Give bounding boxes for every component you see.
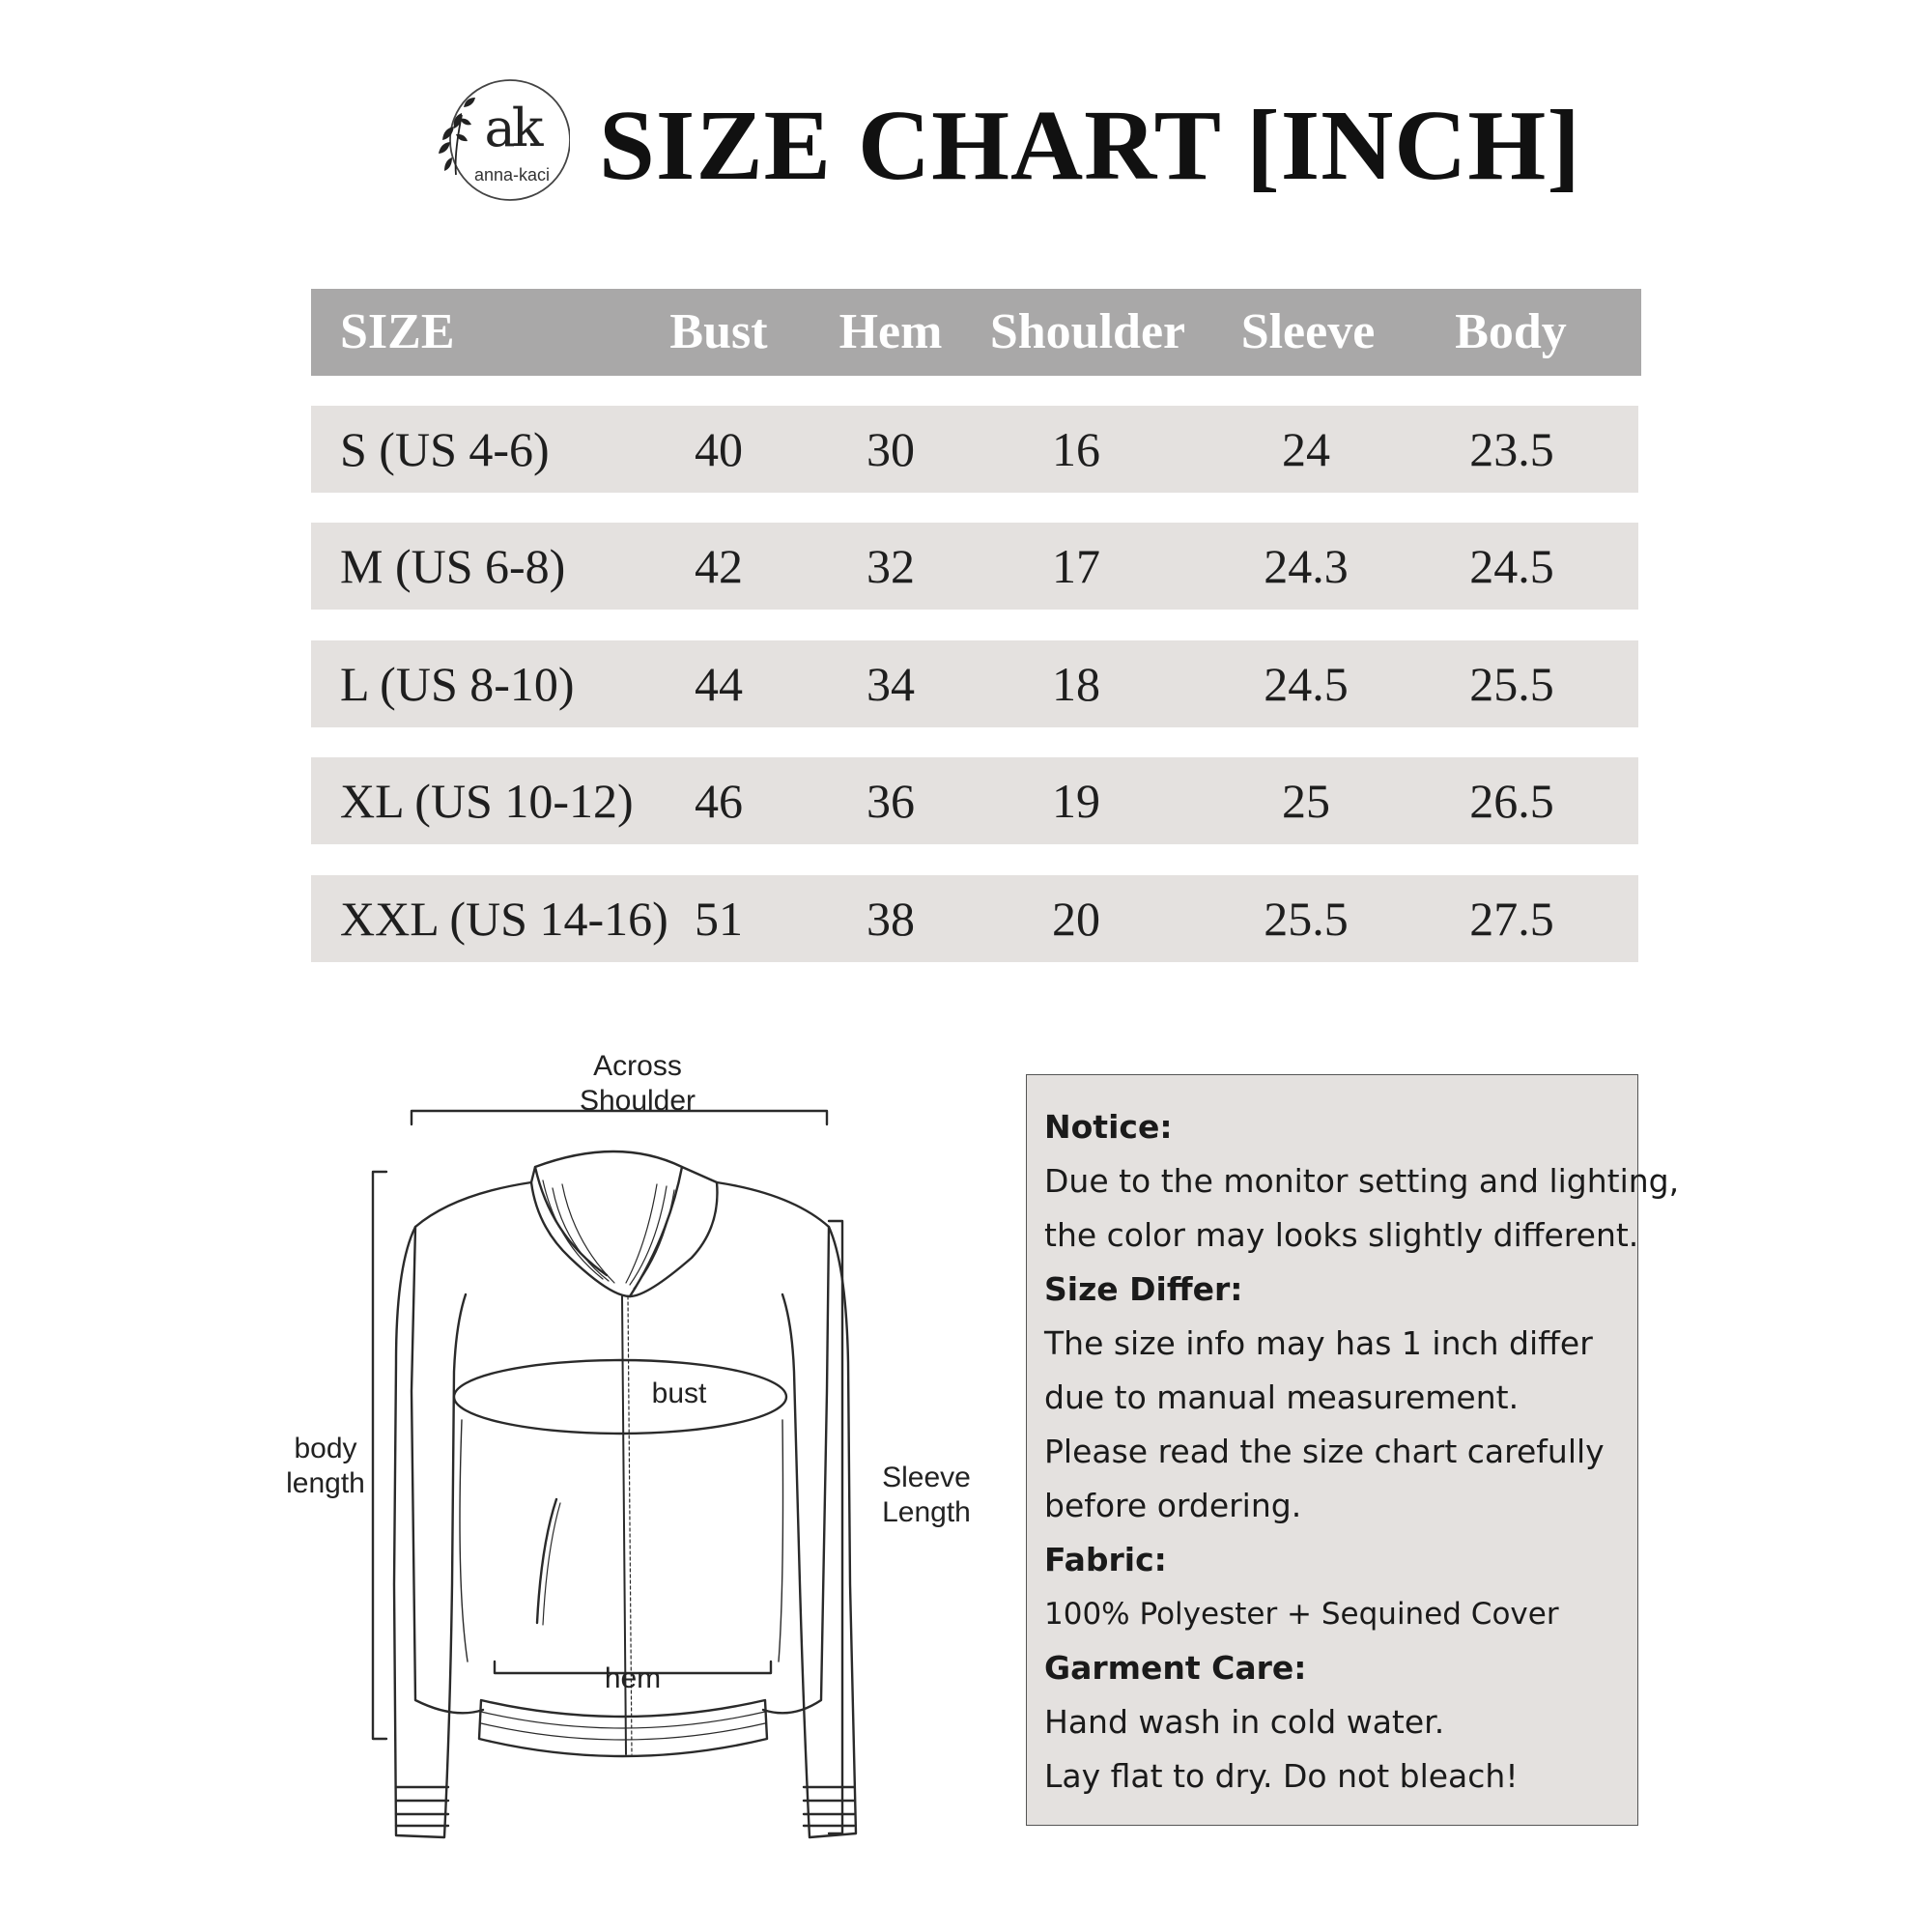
cell-bust: 44	[695, 657, 743, 711]
notice-box	[1026, 1074, 1680, 1826]
cell-body: 27.5	[1469, 892, 1554, 946]
table-row	[311, 875, 1638, 962]
cell-hem: 32	[867, 539, 915, 593]
label-across-shoulder: Across Shoulder	[579, 1050, 696, 1117]
cell-bust: 40	[695, 422, 743, 476]
size-table-header	[311, 289, 1641, 376]
label-sleeve-length: Sleeve Length	[882, 1462, 971, 1528]
brand-logo	[425, 72, 570, 217]
cell-bust: 46	[695, 774, 743, 828]
page-title: SIZE CHART [INCH]	[599, 89, 1581, 201]
size-differ-text: due to manual measurement.	[1044, 1378, 1520, 1416]
brand-mark: ak	[484, 98, 540, 158]
cell-bust: 42	[695, 539, 743, 593]
page-header	[425, 72, 1581, 217]
notice-text: the color may looks slightly different.	[1044, 1216, 1639, 1254]
cell-size: XXL (US 14-16)	[340, 892, 668, 946]
brand-name: anna-kaci	[473, 165, 551, 185]
size-differ-text: Please read the size chart carefully	[1044, 1433, 1605, 1470]
table-row	[311, 640, 1638, 727]
cell-hem: 30	[867, 422, 915, 476]
cell-sleeve: 24.3	[1264, 539, 1349, 593]
cell-size: M (US 6-8)	[340, 539, 566, 593]
fabric-heading: Fabric:	[1044, 1541, 1167, 1578]
label-body-length: body length	[286, 1433, 365, 1499]
cell-size: L (US 8-10)	[340, 657, 575, 711]
cell-hem: 36	[867, 774, 915, 828]
header-body: Body	[1455, 304, 1567, 359]
notice-heading: Notice:	[1044, 1108, 1173, 1146]
header-sleeve: Sleeve	[1240, 304, 1376, 359]
cell-sleeve: 24	[1282, 422, 1330, 476]
cell-body: 25.5	[1469, 657, 1554, 711]
garment-care-heading: Garment Care:	[1044, 1649, 1307, 1687]
header-shoulder: Shoulder	[989, 304, 1186, 359]
jacket-measurement-diagram	[251, 1043, 1024, 1874]
cell-shoulder: 16	[1052, 422, 1100, 476]
cell-sleeve: 25	[1282, 774, 1330, 828]
cell-sleeve: 25.5	[1264, 892, 1349, 946]
cell-shoulder: 18	[1052, 657, 1100, 711]
cell-body: 26.5	[1469, 774, 1554, 828]
size-differ-heading: Size Differ:	[1044, 1270, 1243, 1308]
cell-body: 24.5	[1469, 539, 1554, 593]
cell-hem: 34	[867, 657, 915, 711]
cell-bust: 51	[695, 892, 743, 946]
garment-care-text: Lay flat to dry. Do not bleach!	[1044, 1757, 1519, 1795]
table-row	[311, 523, 1638, 610]
header-size: SIZE	[340, 304, 455, 359]
cell-hem: 38	[867, 892, 915, 946]
size-differ-text: The size info may has 1 inch differ	[1044, 1324, 1593, 1362]
cell-shoulder: 20	[1052, 892, 1100, 946]
table-row	[311, 757, 1638, 844]
cell-size: S (US 4-6)	[340, 422, 550, 476]
label-hem: hem	[604, 1662, 662, 1694]
cell-body: 23.5	[1469, 422, 1554, 476]
cell-shoulder: 19	[1052, 774, 1100, 828]
label-bust: bust	[651, 1378, 707, 1409]
notice-text: Due to the monitor setting and lighting,	[1044, 1162, 1680, 1200]
cell-sleeve: 24.5	[1264, 657, 1349, 711]
cell-size: XL (US 10-12)	[340, 774, 634, 828]
table-row	[311, 406, 1638, 493]
header-hem: Hem	[838, 304, 943, 359]
fabric-text: 100% Polyester + Sequined Cover	[1044, 1597, 1559, 1632]
size-differ-text: before ordering.	[1044, 1487, 1302, 1524]
header-bust: Bust	[669, 304, 768, 359]
garment-care-text: Hand wash in cold water.	[1044, 1703, 1445, 1741]
cell-shoulder: 17	[1052, 539, 1100, 593]
